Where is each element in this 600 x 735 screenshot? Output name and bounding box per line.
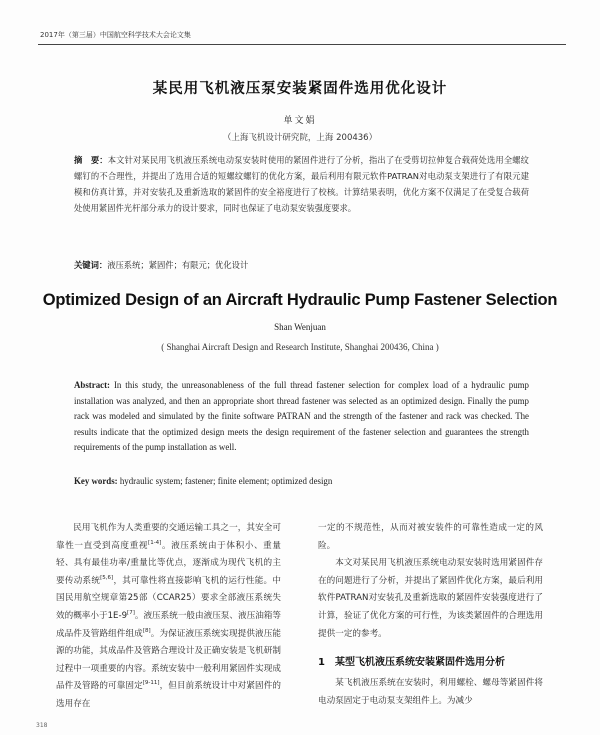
intro-paragraph-2: 本文对某民用飞机液压系统电动泵安装时选用紧固件存在的问题进行了分析，并提出了紧固件优化方案，最后利用软件PATRAN对安装孔及重新选取的紧固件安装强度进行了计算，验证了优化方案的可行性，为该类紧固件的合理选用提供一定的参考。: [318, 558, 543, 639]
running-header: 2017年（第三届）中国航空科学技术大会论文集: [40, 31, 191, 39]
chinese-keywords-label: 关键词：: [74, 260, 108, 270]
chinese-abstract: [74, 152, 529, 216]
intro-paragraph: 民用飞机作为人类重要的交通运输工具之一，其安全可靠性一直受到高度重视[1-4]。液压系统由于体积小、重量轻、具有最佳功率/重量比等优点，逐渐成为现代飞机的主要传动系统[5,6]，其可靠性将直接影响飞机的运行性能。中国民用航空规章第25部（CCAR25）要求全部液压系统失效的概率小于1E-9[7]。液压系统一般由液压泵、液压油箱等成品件及管路组件组成[8]。为保证液压系统实现提供液压能源的功能，其成品件及管路合理设计及正确安装是飞机研制过程中一项重要的内容。系统安装中一般利用紧固件实现成品件及管路的可靠固定[9-11]，但目前系统设计中对紧固件的选用存在: [56, 523, 281, 709]
citation: [8]: [142, 627, 151, 634]
citation: [1-4]: [148, 539, 162, 546]
page-number: 318: [36, 722, 48, 729]
body-column-right: [318, 520, 543, 710]
chinese-title: 某民用飞机液压泵安装紧固件选用优化设计: [152, 80, 448, 97]
citation: [9-11]: [142, 680, 160, 687]
english-abstract-label: Abstract:: [74, 380, 110, 390]
chinese-abstract-text: 本文针对某民用飞机液压系统电动泵安装时使用的紧固件进行了分析，指出了在受剪切拉伸复合载荷处选用全螺纹螺钉的不合理性，并提出了选用合适的短螺纹螺钉的优化方案，最后利用有限元软件PATRAN对电动泵支架进行了有限元建模和仿真计算，并对安装孔及重新选取的紧固件的安全裕度进行了校核。计算结果表明，优化方案不仅满足了在受复合载荷处使用紧固件光杆部分承力的设计要求，同时也保证了电动泵安装强度要求。: [74, 155, 529, 213]
section-heading: 1 某型飞机液压系统安装紧固件选用分析: [318, 657, 505, 669]
body-column-left: [56, 520, 281, 714]
header-rule: [38, 44, 566, 45]
chinese-affiliation: （上海飞机设计研究院，上海 200436）: [222, 133, 378, 143]
english-keywords-label: Key words:: [74, 476, 118, 486]
english-keywords: [74, 474, 529, 488]
citation: [7]: [127, 610, 135, 617]
english-abstract: [74, 378, 529, 456]
chinese-abstract-label: 摘 要：: [74, 155, 108, 165]
chinese-keywords-text: 液压系统；紧固件；有限元；优化设计: [107, 260, 249, 270]
english-title: Optimized Design of an Aircraft Hydraulic Pump Fastener Selection: [42, 291, 558, 309]
chinese-keywords: [74, 258, 529, 272]
english-author: Shan Wenjuan: [274, 322, 326, 332]
english-affiliation: ( Shanghai Aircraft Design and Research Institute, Shanghai 200436, China ): [161, 342, 439, 352]
english-keywords-text: hydraulic system; fastener; finite element; optimized design: [119, 476, 333, 486]
english-abstract-text: In this study, the unreasonableness of the full thread fastener selection for complex load of a hydraulic pump installation was analyzed, and then an appropriate short thread fastener was selected as an optimized design. Finally the pump rack was modeled and simulated by the finite software PATRAN and the strength of the fastener and rack was checked. The results indicate that the optimized design meets the design requirement of the fastener selection and guarantees the strength requirements of the pump installation as well.: [74, 380, 529, 452]
citation: [5,6]: [100, 574, 114, 581]
intro-paragraph-continued: 一定的不规范性，从而对被安装件的可靠性造成一定的风险。: [318, 523, 543, 551]
chinese-author: 单文娟: [283, 116, 317, 126]
section-paragraph: 某飞机液压系统在安装时，利用螺栓、螺母等紧固件将电动泵固定于电动泵支架组件上。为减少: [318, 678, 543, 706]
